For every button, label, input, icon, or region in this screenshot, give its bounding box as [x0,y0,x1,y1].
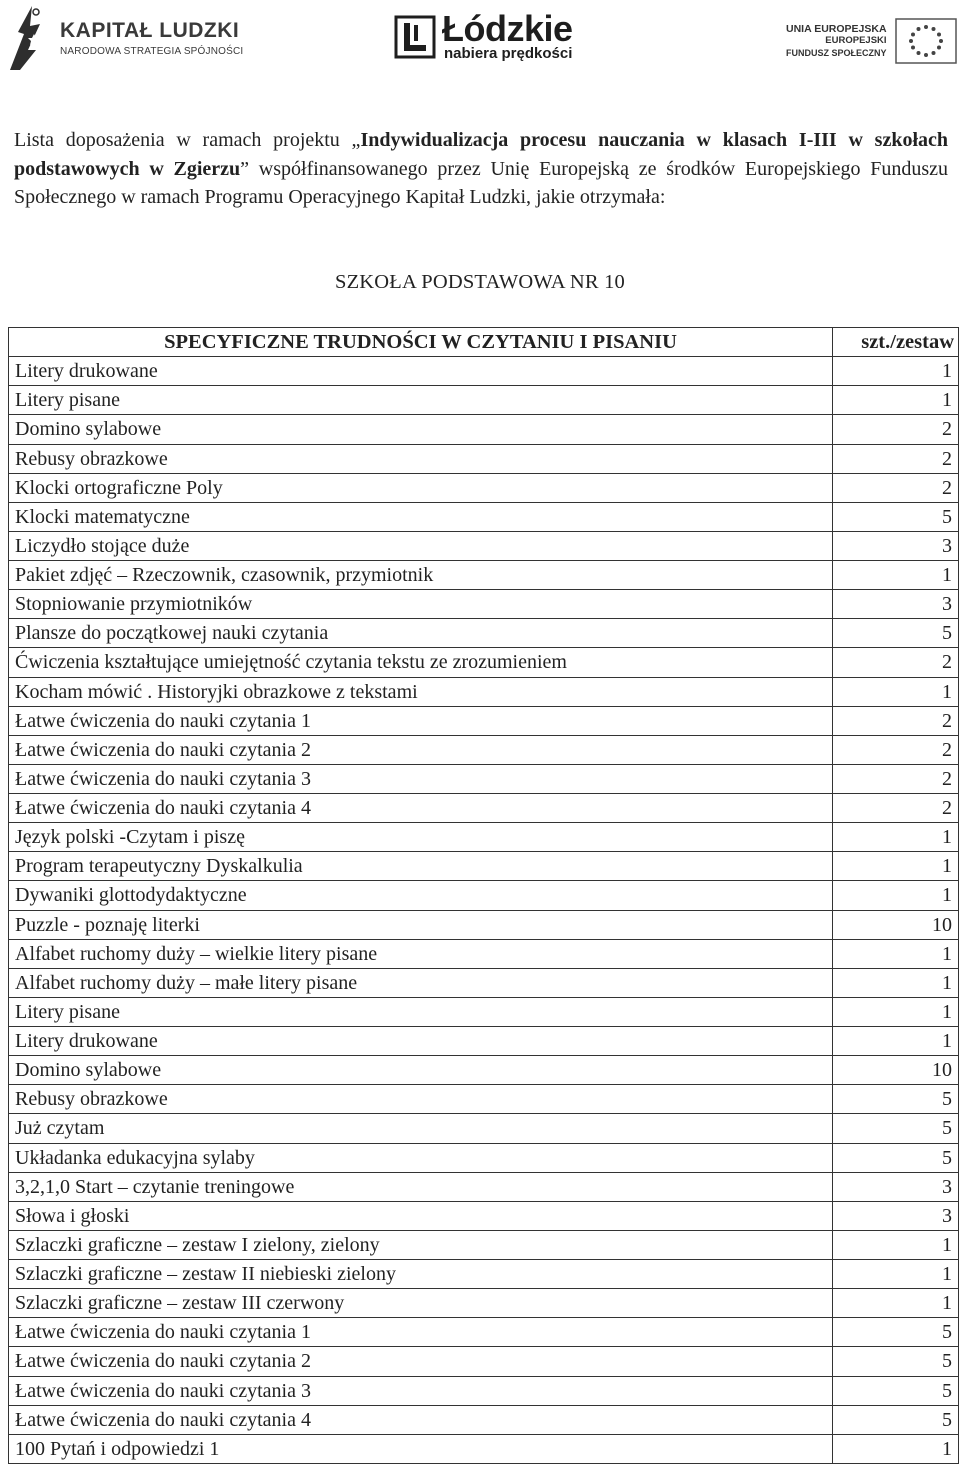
item-quantity: 1 [833,386,959,415]
kapital-ludzki-logo [6,4,243,72]
table-row [9,1114,959,1143]
table-row [9,619,959,648]
item-name: Domino sylabowe [9,415,833,444]
intro-prefix: Lista doposażenia w ramach projektu „ [14,129,361,151]
item-name: Litery pisane [9,386,833,415]
table-row [9,1143,959,1172]
item-quantity: 1 [833,1434,959,1463]
item-quantity: 5 [833,502,959,531]
item-name: Stopniowanie przymiotników [9,590,833,619]
table-row [9,735,959,764]
item-quantity: 1 [833,997,959,1026]
item-quantity: 2 [833,706,959,735]
table-row [9,794,959,823]
table-row [9,590,959,619]
table-row [9,357,959,386]
item-quantity: 1 [833,1027,959,1056]
table-row [9,852,959,881]
item-quantity: 2 [833,764,959,793]
eu-logo [786,18,957,64]
table-row [9,1376,959,1405]
item-name: Kocham mówić . Historyjki obrazkowe z tekstami [9,677,833,706]
item-quantity: 1 [833,852,959,881]
item-quantity: 5 [833,1376,959,1405]
table-row [9,1318,959,1347]
table-row [9,968,959,997]
table-row [9,1085,959,1114]
intro-paragraph [14,126,948,212]
item-name: Ćwiczenia kształtujące umiejętność czytania tekstu ze zrozumieniem [9,648,833,677]
page-header [0,0,960,80]
table-row [9,881,959,910]
item-quantity: 1 [833,939,959,968]
item-quantity: 3 [833,531,959,560]
eu-line-2: EUROPEJSKI [825,35,887,46]
table-row [9,502,959,531]
table-row [9,415,959,444]
table-row [9,823,959,852]
item-name: Szlaczki graficzne – zestaw III czerwony [9,1289,833,1318]
item-name: Rebusy obrazkowe [9,444,833,473]
item-name: Szlaczki graficzne – zestaw II niebieski zielony [9,1260,833,1289]
lodzkie-subtitle: nabiera prędkości [444,45,573,62]
item-quantity: 5 [833,1085,959,1114]
school-name: SZKOŁA PODSTAWOWA NR 10 [334,271,626,293]
item-name: Liczydło stojące duże [9,531,833,560]
item-name: Puzzle - poznaję literki [9,910,833,939]
item-name: Plansze do początkowej nauki czytania [9,619,833,648]
item-quantity: 5 [833,619,959,648]
table-row [9,1434,959,1463]
item-name: Rebusy obrazkowe [9,1085,833,1114]
table-row [9,1201,959,1230]
item-name: Już czytam [9,1114,833,1143]
item-quantity: 3 [833,590,959,619]
item-quantity: 1 [833,1289,959,1318]
item-quantity: 5 [833,1318,959,1347]
table-row [9,648,959,677]
item-quantity: 1 [833,823,959,852]
item-name: Słowa i głoski [9,1201,833,1230]
category-header: SPECYFICZNE TRUDNOŚCI W CZYTANIU I PISANIU [9,328,833,357]
item-name: Pakiet zdjęć – Rzeczownik, czasownik, przymiotnik [9,561,833,590]
item-name: Łatwe ćwiczenia do nauki czytania 4 [9,1405,833,1434]
item-name: Łatwe ćwiczenia do nauki czytania 2 [9,735,833,764]
item-name: Alfabet ruchomy duży – małe litery pisane [9,968,833,997]
table-row [9,473,959,502]
item-quantity: 2 [833,648,959,677]
item-quantity: 1 [833,357,959,386]
item-quantity: 5 [833,1143,959,1172]
item-quantity: 1 [833,1260,959,1289]
item-quantity: 3 [833,1201,959,1230]
equipment-table [8,327,959,1464]
item-quantity: 2 [833,473,959,502]
item-name: Alfabet ruchomy duży – wielkie litery pisane [9,939,833,968]
eu-line-1: UNIA EUROPEJSKA [786,23,887,35]
kapital-ludzki-title: KAPITAŁ LUDZKI [60,18,240,42]
unit-header: szt./zestaw [833,328,959,357]
item-name: 100 Pytań i odpowiedzi 1 [9,1434,833,1463]
item-quantity: 10 [833,910,959,939]
item-quantity: 5 [833,1347,959,1376]
item-name: Program terapeutyczny Dyskalkulia [9,852,833,881]
item-quantity: 1 [833,968,959,997]
table-row [9,997,959,1026]
item-name: Klocki ortograficzne Poly [9,473,833,502]
item-quantity: 5 [833,1114,959,1143]
item-quantity: 1 [833,881,959,910]
table-row [9,677,959,706]
item-name: Łatwe ćwiczenia do nauki czytania 3 [9,764,833,793]
item-quantity: 2 [833,415,959,444]
item-quantity: 5 [833,1405,959,1434]
table-header-row [9,328,959,357]
table-row [9,531,959,560]
item-name: Łatwe ćwiczenia do nauki czytania 3 [9,1376,833,1405]
table-row [9,386,959,415]
table-body [9,357,959,1464]
item-quantity: 2 [833,794,959,823]
table-row [9,1405,959,1434]
item-name: Łatwe ćwiczenia do nauki czytania 1 [9,706,833,735]
item-name: Domino sylabowe [9,1056,833,1085]
table-row [9,1056,959,1085]
item-name: Dywaniki glottodydaktyczne [9,881,833,910]
table-row [9,939,959,968]
table-row [9,561,959,590]
table-row [9,1347,959,1376]
item-name: Język polski -Czytam i piszę [9,823,833,852]
eu-flag-icon [895,18,957,64]
item-name: Szlaczki graficzne – zestaw I zielony, zielony [9,1230,833,1259]
intro-suffix: ” współfinansowanego przez Unię Europejską ze środków Europejskiego Funduszu Społecznego w ramach Programu Operacyjnego Kapitał Ludzki, jakie otrzymała: [14,157,948,208]
table-row [9,706,959,735]
lodzkie-logo [394,8,573,62]
item-name: Układanka edukacyjna sylaby [9,1143,833,1172]
kapital-ludzki-subtitle: NARODOWA STRATEGIA SPÓJNOŚCI [60,45,244,57]
lodzkie-title: Łódzkie [442,8,573,49]
item-name: Łatwe ćwiczenia do nauki czytania 2 [9,1347,833,1376]
item-name: Litery pisane [9,997,833,1026]
table-row [9,1230,959,1259]
item-quantity: 10 [833,1056,959,1085]
item-name: Łatwe ćwiczenia do nauki czytania 1 [9,1318,833,1347]
table-row [9,1260,959,1289]
kapital-ludzki-logo-icon [6,4,46,72]
table-row [9,1289,959,1318]
table-row [9,1172,959,1201]
project-name: Indywidualizacja procesu nauczania w klasach I-III w szkołach podstawowych w Zgierzu [14,129,949,180]
item-quantity: 3 [833,1172,959,1201]
item-name: Klocki matematyczne [9,502,833,531]
table-row [9,764,959,793]
item-name: Łatwe ćwiczenia do nauki czytania 4 [9,794,833,823]
item-quantity: 2 [833,444,959,473]
table-row [9,910,959,939]
item-name: 3,2,1,0 Start – czytanie treningowe [9,1172,833,1201]
table-row [9,1027,959,1056]
table-row [9,444,959,473]
eu-line-3: FUNDUSZ SPOŁECZNY [786,48,887,58]
item-quantity: 2 [833,735,959,764]
item-name: Litery drukowane [9,1027,833,1056]
lodzkie-logo-icon [394,15,436,59]
item-quantity: 1 [833,561,959,590]
item-quantity: 1 [833,1230,959,1259]
item-name: Litery drukowane [9,357,833,386]
item-quantity: 1 [833,677,959,706]
